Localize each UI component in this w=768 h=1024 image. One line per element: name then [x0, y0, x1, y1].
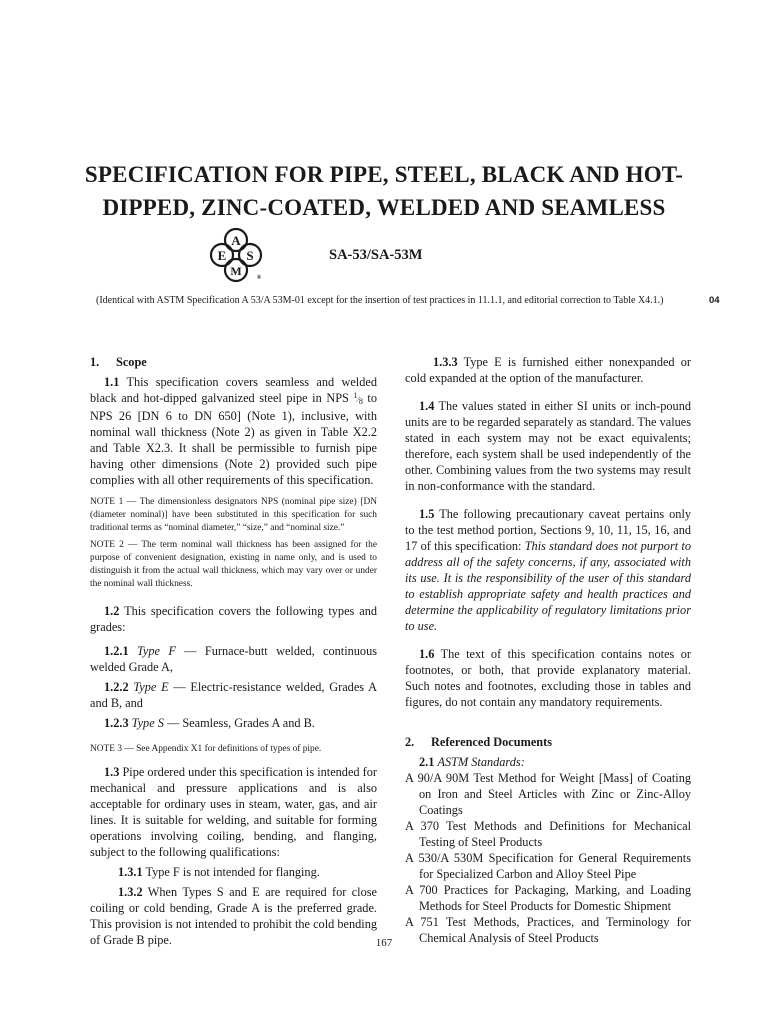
paragraph-2-1: 2.1 ASTM Standards: — [419, 755, 525, 769]
page-number: 167 — [375, 937, 393, 949]
paragraph-1-6: 1.6 The text of this specification contains notes or footnotes, or both, that provide explanatory material. Such notes and footnotes, excluding those in tables and figures, do not contain any mandatory requirements. — [405, 647, 691, 709]
paragraph-1-3-3: 1.3.3 Type E is furnished either nonexpanded or cold expanded at the option of the manufacturer. — [405, 355, 691, 385]
designation: SA-53/SA-53M — [329, 247, 423, 263]
document-title — [60, 158, 708, 224]
section-heading-scope: 1. Scope — [90, 355, 147, 369]
marginal-revision-mark: 04 — [709, 295, 720, 306]
safety-caveat: This standard does not purport to address all of the safety concerns, if any, associated with its use. It is the responsibility of the user of this standard to establish appropriate safety and health practices and determine the applicability of regulatory limitations prior to use. — [405, 539, 691, 633]
reference-a370: A 370 Test Methods and Definitions for Mechanical Testing of Steel Products — [405, 819, 691, 849]
left-column — [90, 354, 377, 948]
note-1: NOTE 1 — The dimensionless designators NPS (nominal pipe size) [DN (diameter nominal)] have been substituted in this specification for such traditional terms as “nominal diameter,” “size,” and “nominal size.” — [90, 497, 377, 533]
paragraph-1-4: 1.4 The values stated in either SI units or inch-pound units are to be regarded separately as standard. The values stated in each system may not be exact equivalents; therefore, each system shall be used independently of the other. Combining values from the two systems may result in non-conformance with the standard. — [405, 399, 691, 493]
asme-clover-logo-icon — [206, 226, 266, 284]
reference-a90: A 90/A 90M Test Method for Weight [Mass] of Coating on Iron and Steel Articles with Zinc or Zinc-Alloy Coatings — [405, 771, 691, 817]
logo-letter-a: A — [231, 233, 241, 248]
reference-a700: A 700 Practices for Packaging, Marking, and Loading Methods for Steel Products for Domestic Shipment — [405, 883, 691, 913]
paragraph-1-2-1: 1.2.1 Type F — Furnace-butt welded, continuous welded Grade A, — [90, 644, 378, 674]
paragraph-1-5: 1.5 The following precautionary caveat pertains only to the test method portion, Sections 9, 10, 11, 15, 16, and 17 of this specification: This standard does not purport to address all of the safety concerns, if any, associated with its use. It is the responsibility of the user of this standard to establish appropriate safety and health practices and determine the applicability of regulatory limitations prior to use. — [405, 507, 692, 633]
fraction-one-eighth: 1⁄8 — [353, 391, 363, 406]
logo-letter-s: S — [246, 248, 254, 263]
title-line-1: SPECIFICATION FOR PIPE, STEEL, BLACK AND HOT- — [84, 162, 684, 187]
paragraph-1-3-1: 1.3.1 Type F is not intended for flanging. — [118, 865, 320, 879]
section-heading-referenced-documents: 2. Referenced Documents — [405, 735, 552, 749]
note-2: NOTE 2 — The term nominal wall thickness has been assigned for the purpose of convenient designation, existing in name only, and is used to distinguish it from the actual wall thickness, which may vary over or under the nominal wall thickness. — [90, 540, 377, 589]
reference-a530: A 530/A 530M Specification for General Requirements for Specialized Carbon and Alloy Steel Pipe — [405, 851, 691, 881]
title-line-2: DIPPED, ZINC-COATED, WELDED AND SEAMLESS — [102, 195, 666, 220]
logo-letter-m: M — [230, 264, 242, 278]
paragraph-1-2: 1.2 This specification covers the following types and grades: — [90, 604, 377, 634]
note-3: NOTE 3 — See Appendix X1 for definitions of types of pipe. — [90, 744, 322, 754]
reference-a751: A 751 Test Methods, Practices, and Terminology for Chemical Analysis of Steel Products — [405, 915, 691, 945]
paragraph-1-1: 1.1 This specification covers seamless and welded black and hot-dipped galvanized steel pipe in NPS 1⁄8 to NPS 26 [DN 6 to DN 650] (Note 1), inclusive, with nominal wall thickness (Note 2) as given in Table X2.2 and Table X2.3. It shall be permissible to furnish pipe having other dimensions (Note 2) provided such pipe complies with all other requirements of this specification. — [90, 375, 377, 487]
paragraph-1-3: 1.3 Pipe ordered under this specification is intended for mechanical and pressure applications and is also acceptable for ordinary uses in steam, water, gas, and air lines. It is suitable for welding, and suitable for forming operations involving coiling, bending, and flanging, subject to the following qualifications: — [90, 765, 377, 859]
right-column — [405, 354, 691, 946]
paragraph-1-2-2: 1.2.2 Type E — Electric-resistance welded, Grades A and B, and — [90, 680, 378, 710]
paragraph-1-3-2: 1.3.2 When Types S and E are required for close coiling or cold bending, Grade A is the preferred grade. This provision is not intended to prohibit the cold bending of Grade B pipe. — [90, 885, 377, 947]
paragraph-1-2-3: 1.2.3 Type S — Seamless, Grades A and B. — [104, 716, 315, 730]
identical-note: (Identical with ASTM Specification A 53/A 53M-01 except for the insertion of test practices in 11.1.1, and editorial correction to Table X4.1.) — [96, 295, 664, 306]
logo-registered-mark: ® — [256, 275, 262, 281]
logo-letter-e: E — [217, 248, 227, 263]
